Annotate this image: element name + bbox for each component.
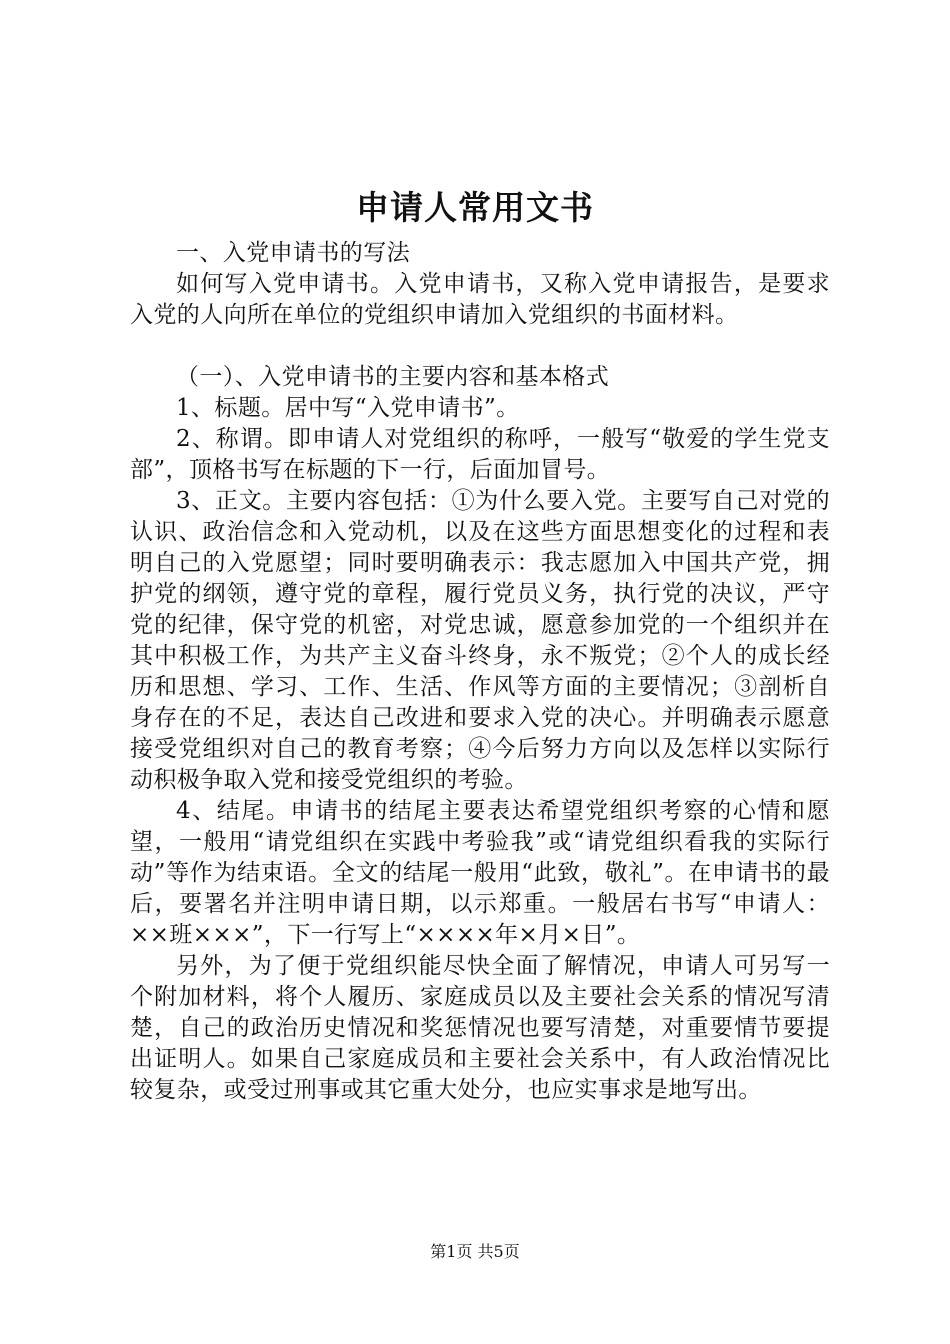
document-title: 申请人常用文书 (356, 188, 594, 227)
item-body-paragraph: 3、正文。主要内容包括：①为什么要入党。主要写自己对党的认识、政治信念和入党动机，以及在这些方面思想变化的过程和表明自己的入党愿望；同时要明确表示：我志愿加入中国共产党，拥护党的纲领，遵守党的章程，履行党员义务，执行党的决议，严守党的纪律，保守党的机密，对党忠诚，愿意参加党的一个组织并在其中积极工作，为共产主义奋斗终身，永不叛党；②个人的成长经历和思想、学习、工作、生活、作风等方面的主要情况；③剖析自身存在的不足，表达自己改进和要求入党的决心。并明确表示愿意接受党组织对自己的教育考察；④今后努力方向以及怎样以实际行动积极争取入党和接受党组织的考验。 (130, 488, 830, 793)
item-title-paragraph: 1、标题。居中写“入党申请书”。 (176, 395, 520, 421)
item-ending-paragraph: 4、结尾。申请书的结尾主要表达希望党组织考察的心情和愿望，一般用“请党组织在实践中考验我”或“请党组织看我的实际行动”等作为结束语。全文的结尾一般用“此致，敬礼”。在申请书的最后，要署名并注明申请日期，以示郑重。一般居右书写“申请人：××班×××”，下一行写上“××××年×月×日”。 (130, 798, 830, 948)
subsection-heading: （一）、入党申请书的主要内容和基本格式 (176, 364, 610, 390)
additional-materials-paragraph: 另外，为了便于党组织能尽快全面了解情况，申请人可另写一个附加材料，将个人履历、家庭成员以及主要社会关系的情况写清楚，自己的政治历史情况和奖惩情况也要写清楚，对重要情节要提出证明人。如果自己家庭成员和主要社会关系中，有人政治情况比较复杂，或受过刑事或其它重大处分，也应实事求是地写出。 (130, 953, 830, 1103)
section-heading: 一、入党申请书的写法 (176, 240, 410, 266)
page-number-footer: 第1页 共5页 (430, 1242, 520, 1261)
intro-paragraph: 如何写入党申请书。入党申请书，又称入党申请报告，是要求入党的人向所在单位的党组织申请加入党组织的书面材料。 (130, 271, 830, 328)
document-body (130, 238, 830, 1106)
item-salutation-paragraph: 2、称谓。即申请人对党组织的称呼，一般写“敬爱的学生党支部”，顶格书写在标题的下一行，后面加冒号。 (130, 426, 830, 483)
